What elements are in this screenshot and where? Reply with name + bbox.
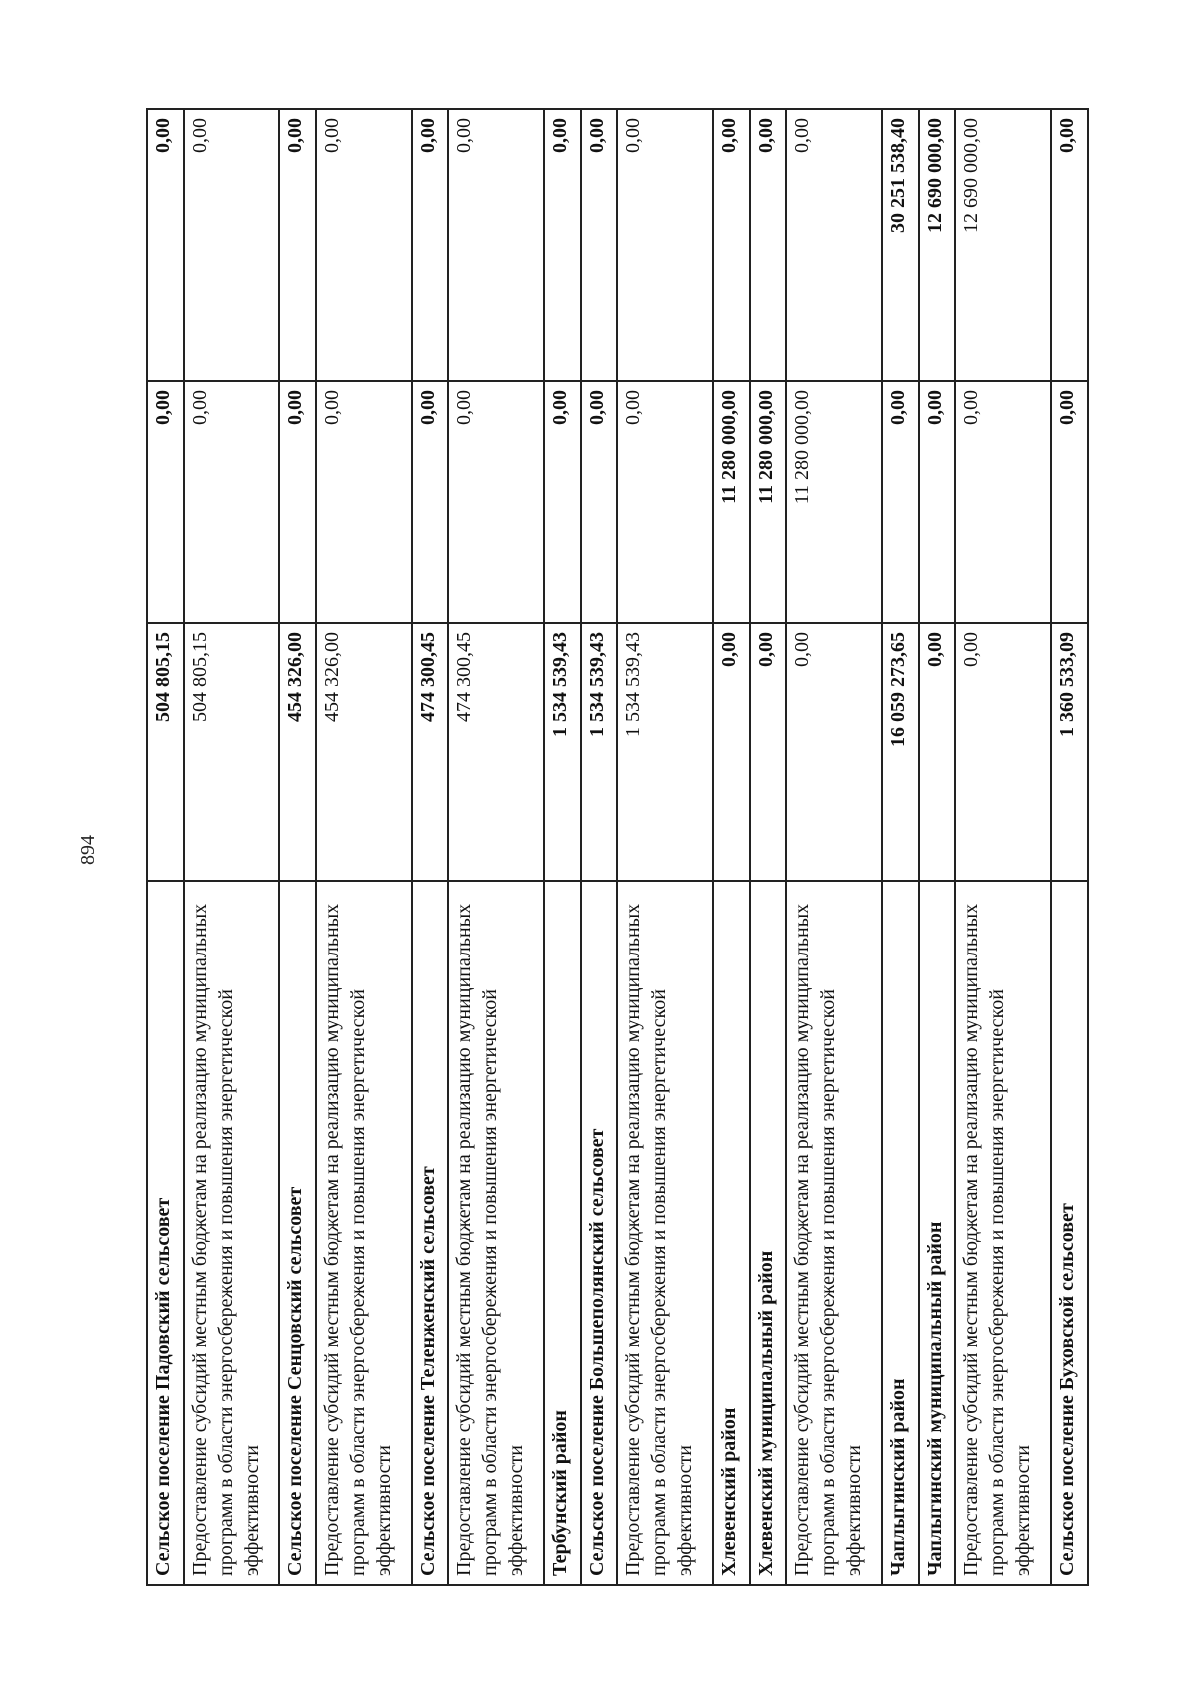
value-3-cell: 0,00 bbox=[412, 109, 449, 381]
table-row bbox=[713, 109, 750, 1585]
value-2-cell: 11 280 000,00 bbox=[750, 381, 787, 623]
row-name-cell: Сельское поселение Сенцовский сельсовет bbox=[279, 881, 316, 1585]
value-1-cell: 0,00 bbox=[955, 623, 1051, 881]
value-3-cell: 0,00 bbox=[713, 109, 750, 381]
table-row bbox=[184, 109, 280, 1585]
value-1-cell: 1 534 539,43 bbox=[617, 623, 713, 881]
value-3-cell: 0,00 bbox=[279, 109, 316, 381]
value-1-cell: 504 805,15 bbox=[147, 623, 184, 881]
value-2-cell: 0,00 bbox=[448, 381, 544, 623]
value-3-cell: 0,00 bbox=[1051, 109, 1088, 381]
value-1-cell: 454 326,00 bbox=[316, 623, 412, 881]
value-3-cell: 0,00 bbox=[581, 109, 618, 381]
value-3-cell: 12 690 000,00 bbox=[955, 109, 1051, 381]
row-name-cell: Хлевенский муниципальный район bbox=[750, 881, 787, 1585]
value-1-cell: 0,00 bbox=[713, 623, 750, 881]
value-1-cell: 504 805,15 bbox=[184, 623, 280, 881]
table-row bbox=[919, 109, 956, 1585]
value-1-cell: 0,00 bbox=[919, 623, 956, 881]
value-3-cell: 0,00 bbox=[184, 109, 280, 381]
value-1-cell: 0,00 bbox=[750, 623, 787, 881]
table-body bbox=[147, 109, 1088, 1585]
value-1-cell: 1 534 539,43 bbox=[544, 623, 581, 881]
value-2-cell: 11 280 000,00 bbox=[713, 381, 750, 623]
value-3-cell: 30 251 538,40 bbox=[882, 109, 919, 381]
value-3-cell: 0,00 bbox=[448, 109, 544, 381]
table-row bbox=[279, 109, 316, 1585]
subsidy-table bbox=[146, 108, 1089, 1586]
table-row bbox=[750, 109, 787, 1585]
row-name-cell: Предоставление субсидий местным бюджетам на реализацию муниципальных программ в области энергосбережения и повышения энергетической эффективности bbox=[184, 881, 280, 1585]
value-2-cell: 0,00 bbox=[955, 381, 1051, 623]
table-row bbox=[1051, 109, 1088, 1585]
row-name-cell: Сельское поселение Буховской сельсовет bbox=[1051, 881, 1088, 1585]
row-name-cell: Чаплыгинский муниципальный район bbox=[919, 881, 956, 1585]
rotated-table-container bbox=[146, 110, 1089, 1586]
value-3-cell: 0,00 bbox=[147, 109, 184, 381]
row-name-cell: Предоставление субсидий местным бюджетам на реализацию муниципальных программ в области энергосбережения и повышения энергетической эффективности bbox=[786, 881, 882, 1585]
table-row bbox=[412, 109, 449, 1585]
value-1-cell: 1 360 533,09 bbox=[1051, 623, 1088, 881]
value-3-cell: 0,00 bbox=[786, 109, 882, 381]
row-name-cell: Предоставление субсидий местным бюджетам на реализацию муниципальных программ в области энергосбережения и повышения энергетической эффективности bbox=[448, 881, 544, 1585]
value-2-cell: 0,00 bbox=[1051, 381, 1088, 623]
row-name-cell: Тербунский район bbox=[544, 881, 581, 1585]
value-2-cell: 0,00 bbox=[184, 381, 280, 623]
row-name-cell: Предоставление субсидий местным бюджетам на реализацию муниципальных программ в области энергосбережения и повышения энергетической эффективности bbox=[955, 881, 1051, 1585]
table-row bbox=[147, 109, 184, 1585]
row-name-cell: Предоставление субсидий местным бюджетам на реализацию муниципальных программ в области энергосбережения и повышения энергетической эффективности bbox=[316, 881, 412, 1585]
value-3-cell: 0,00 bbox=[750, 109, 787, 381]
value-1-cell: 474 300,45 bbox=[448, 623, 544, 881]
row-name-cell: Сельское поселение Теленженский сельсовет bbox=[412, 881, 449, 1585]
table-row bbox=[544, 109, 581, 1585]
table-row bbox=[882, 109, 919, 1585]
value-3-cell: 0,00 bbox=[617, 109, 713, 381]
value-2-cell: 0,00 bbox=[147, 381, 184, 623]
value-2-cell: 11 280 000,00 bbox=[786, 381, 882, 623]
value-1-cell: 0,00 bbox=[786, 623, 882, 881]
value-2-cell: 0,00 bbox=[882, 381, 919, 623]
value-2-cell: 0,00 bbox=[412, 381, 449, 623]
table-row bbox=[581, 109, 618, 1585]
value-1-cell: 454 326,00 bbox=[279, 623, 316, 881]
row-name-cell: Чаплыгинский район bbox=[882, 881, 919, 1585]
value-3-cell: 12 690 000,00 bbox=[919, 109, 956, 381]
table-row bbox=[316, 109, 412, 1585]
value-1-cell: 1 534 539,43 bbox=[581, 623, 618, 881]
row-name-cell: Предоставление субсидий местным бюджетам на реализацию муниципальных программ в области энергосбережения и повышения энергетической эффективности bbox=[617, 881, 713, 1585]
value-3-cell: 0,00 bbox=[544, 109, 581, 381]
value-2-cell: 0,00 bbox=[279, 381, 316, 623]
page-number: 894 bbox=[77, 835, 99, 865]
row-name-cell: Сельское поселение Падовский сельсовет bbox=[147, 881, 184, 1585]
value-2-cell: 0,00 bbox=[316, 381, 412, 623]
table-row bbox=[617, 109, 713, 1585]
value-2-cell: 0,00 bbox=[581, 381, 618, 623]
value-2-cell: 0,00 bbox=[919, 381, 956, 623]
value-1-cell: 474 300,45 bbox=[412, 623, 449, 881]
value-1-cell: 16 059 273,65 bbox=[882, 623, 919, 881]
table-row bbox=[786, 109, 882, 1585]
value-3-cell: 0,00 bbox=[316, 109, 412, 381]
table-row bbox=[448, 109, 544, 1585]
value-2-cell: 0,00 bbox=[617, 381, 713, 623]
row-name-cell: Хлевенский район bbox=[713, 881, 750, 1585]
table-row bbox=[955, 109, 1051, 1585]
row-name-cell: Сельское поселение Большеполянский сельсовет bbox=[581, 881, 618, 1585]
value-2-cell: 0,00 bbox=[544, 381, 581, 623]
